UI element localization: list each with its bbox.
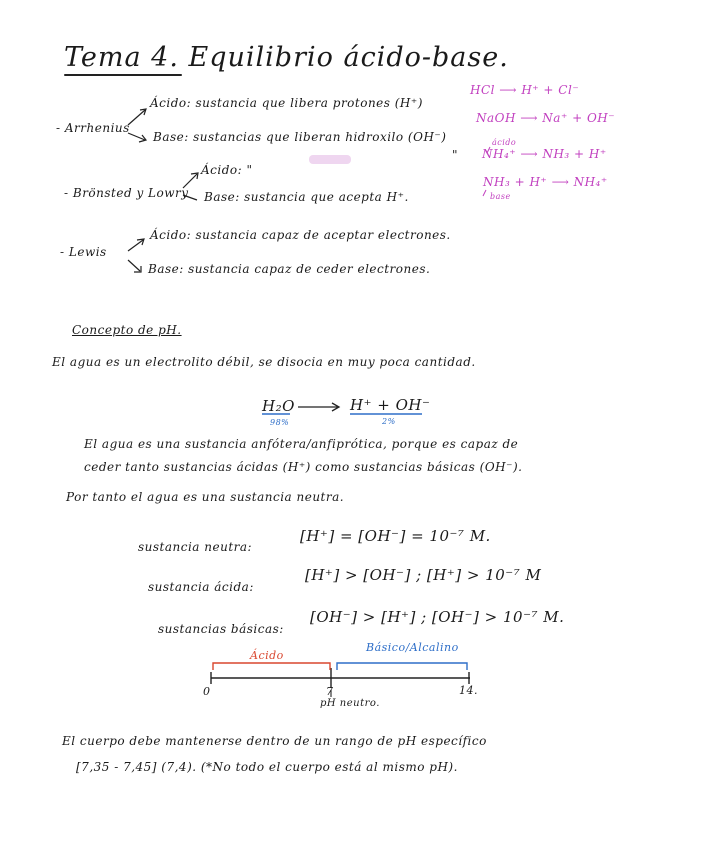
amphoteric-line-2: ceder tanto sustancias ácidas (H⁺) como sustancias básicas (OH⁻). <box>84 460 523 474</box>
percent-water: 98% <box>270 418 290 427</box>
acid-range-bracket <box>213 663 330 670</box>
arrhenius-label: - Arrhenius <box>56 121 130 135</box>
equation-reactant: H₂O <box>262 397 295 415</box>
neutral-ph-label: pH neutro. <box>320 698 380 709</box>
lewis-label: - Lewis <box>60 245 107 259</box>
neutral-substance-label: sustancia neutra: <box>138 540 253 554</box>
arrhenius-acid-reaction: HCl ⟶ H⁺ + Cl⁻ <box>470 83 580 97</box>
ph-section-heading: Concepto de pH. <box>72 323 182 337</box>
basic-range-bracket <box>337 663 467 670</box>
arrow-up-icon <box>128 110 145 125</box>
body-ph-line-1: El cuerpo debe mantenerse dentro de un rango de pH específico <box>62 734 487 748</box>
arrhenius-acid-definition: Ácido: sustancia que libera protones (H⁺) <box>150 96 423 110</box>
bronsted-label: - Brönsted y Lowry <box>64 186 189 200</box>
arrhenius-base-reaction: NaOH ⟶ Na⁺ + OH⁻ <box>476 111 616 125</box>
bronsted-base-note: base <box>490 192 511 201</box>
ditto-mark: " <box>452 148 459 162</box>
acid-substance-label: sustancia ácida: <box>148 580 254 594</box>
neutral-substance-formula: [H⁺] = [OH⁻] = 10⁻⁷ M. <box>300 527 491 545</box>
basic-substance-formula: [OH⁻] > [H⁺] ; [OH⁻] > 10⁻⁷ M. <box>310 608 565 626</box>
acid-substance-formula: [H⁺] > [OH⁻] ; [H⁺] > 10⁻⁷ M <box>305 566 542 584</box>
percent-ions: 2% <box>382 417 396 426</box>
bronsted-acid-reaction: NH₄⁺ ⟶ NH₃ + H⁺ <box>482 147 607 161</box>
arrow-up-icon <box>128 240 143 251</box>
lewis-acid-definition: Ácido: sustancia capaz de aceptar electrones. <box>150 228 451 242</box>
neutral-water-line: Por tanto el agua es una sustancia neutra. <box>66 490 345 504</box>
bronsted-acid-definition: Ácido: " <box>201 163 253 177</box>
title-underline <box>64 74 182 76</box>
bronsted-acid-note: ácido <box>492 138 517 147</box>
water-electrolyte-line: El agua es un electrolito débil, se disocia en muy poca cantidad. <box>52 355 476 369</box>
page-title: Tema 4. Equilibrio ácido-base. <box>64 42 509 73</box>
acid-range-label: Ácido <box>250 649 284 662</box>
tick-label-7: 7 <box>326 685 334 698</box>
arrow-down-icon <box>128 260 140 271</box>
lewis-base-definition: Base: sustancia capaz de ceder electrones. <box>148 262 431 276</box>
basic-substance-label: sustancias básicas: <box>158 622 284 636</box>
highlight-mark <box>309 155 351 164</box>
bronsted-base-reaction: NH₃ + H⁺ ⟶ NH₄⁺ <box>483 175 608 189</box>
amphoteric-line-1: El agua es una sustancia anfótera/anfiprótica, porque es capaz de <box>84 437 519 451</box>
equation-products: H⁺ + OH⁻ <box>350 396 431 414</box>
body-ph-line-2: [7,35 - 7,45] (7,4). (*No todo el cuerpo está al mismo pH). <box>76 760 458 774</box>
tick-label-0: 0 <box>203 685 211 698</box>
basic-range-label: Básico/Alcalino <box>366 641 459 654</box>
arrhenius-base-definition: Base: sustancias que liberan hidroxilo (OH⁻) <box>153 130 447 144</box>
tick-label-14: 14. <box>459 684 478 697</box>
bronsted-base-definition: Base: sustancia que acepta H⁺. <box>204 190 409 204</box>
